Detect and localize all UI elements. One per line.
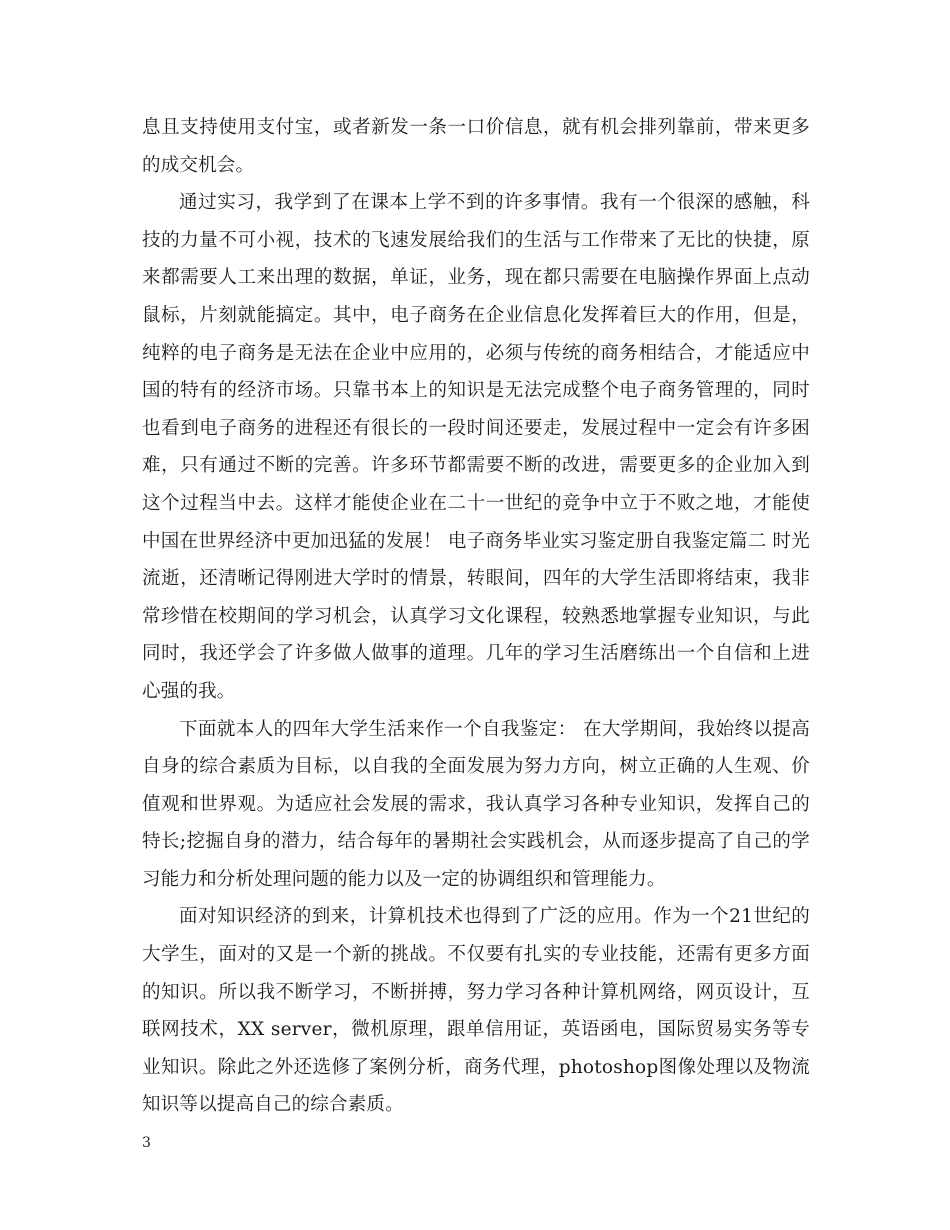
- paragraph-2: 通过实习，我学到了在课本上学不到的许多事情。我有一个很深的感触，科技的力量不可小视，技术的飞速发展给我们的生活与工作带来了无比的快捷，原来都需要人工来出理的数据，单证，业务，现在都只需要在电脑操作界面上点动鼠标，片刻就能搞定。其中，电子商务在企业信息化发挥着巨大的作用，但是，纯粹的电子商务是无法在企业中应用的，必须与传统的商务相结合，才能适应中国的特有的经济市场。只靠书本上的知识是无法完成整个电子商务管理的，同时也看到电子商务的进程还有很长的一段时间还要走，发展过程中一定会有许多困难，只有通过不断的完善。许多环节都需要不断的改进，需要更多的企业加入到这个过程当中去。这样才能使企业在二十一世纪的竞争中立于不败之地，才能使中国在世界经济中更加迅猛的发展！ 电子商务毕业实习鉴定册自我鉴定篇二 时光流逝，还清晰记得刚进大学时的情景，转眼间，四年的大学生活即将结束，我非常珍惜在校期间的学习机会，认真学习文化课程，较熟悉地掌握专业知识，与此同时，我还学会了许多做人做事的道理。几年的学习生活磨练出一个自信和上进心强的我。: [142, 192, 810, 702]
- paragraph-4: 面对知识经济的到来，计算机技术也得到了广泛的应用。作为一个21世纪的大学生，面对的又是一个新的挑战。不仅要有扎实的专业技能，还需有更多方面的知识。所以我不断学习，不断拼搏，努力学习各种计算机网络，网页设计，互联网技术，XX server，微机原理，跟单信用证，英语函电，国际贸易实务等专业知识。除此之外还选修了案例分析，商务代理，photoshop图像处理以及物流知识等以提高自己的综合素质。: [142, 906, 810, 1116]
- paragraph-3: 下面就本人的四年大学生活来作一个自我鉴定： 在大学期间，我始终以提高自身的综合素质为目标，以自我的全面发展为努力方向，树立正确的人生观、价值观和世界观。为适应社会发展的需求，我认真学习各种专业知识，发挥自己的特长;挖掘自身的潜力，结合每年的暑期社会实践机会，从而逐步提高了自己的学习能力和分析处理问题的能力以及一定的协调组织和管理能力。: [142, 718, 810, 890]
- paragraph-1: 息且支持使用支付宝，或者新发一条一口价信息，就有机会排列靠前，带来更多的成交机会。: [142, 117, 810, 176]
- document-body: [142, 109, 810, 1124]
- page-number: 3: [142, 1135, 151, 1151]
